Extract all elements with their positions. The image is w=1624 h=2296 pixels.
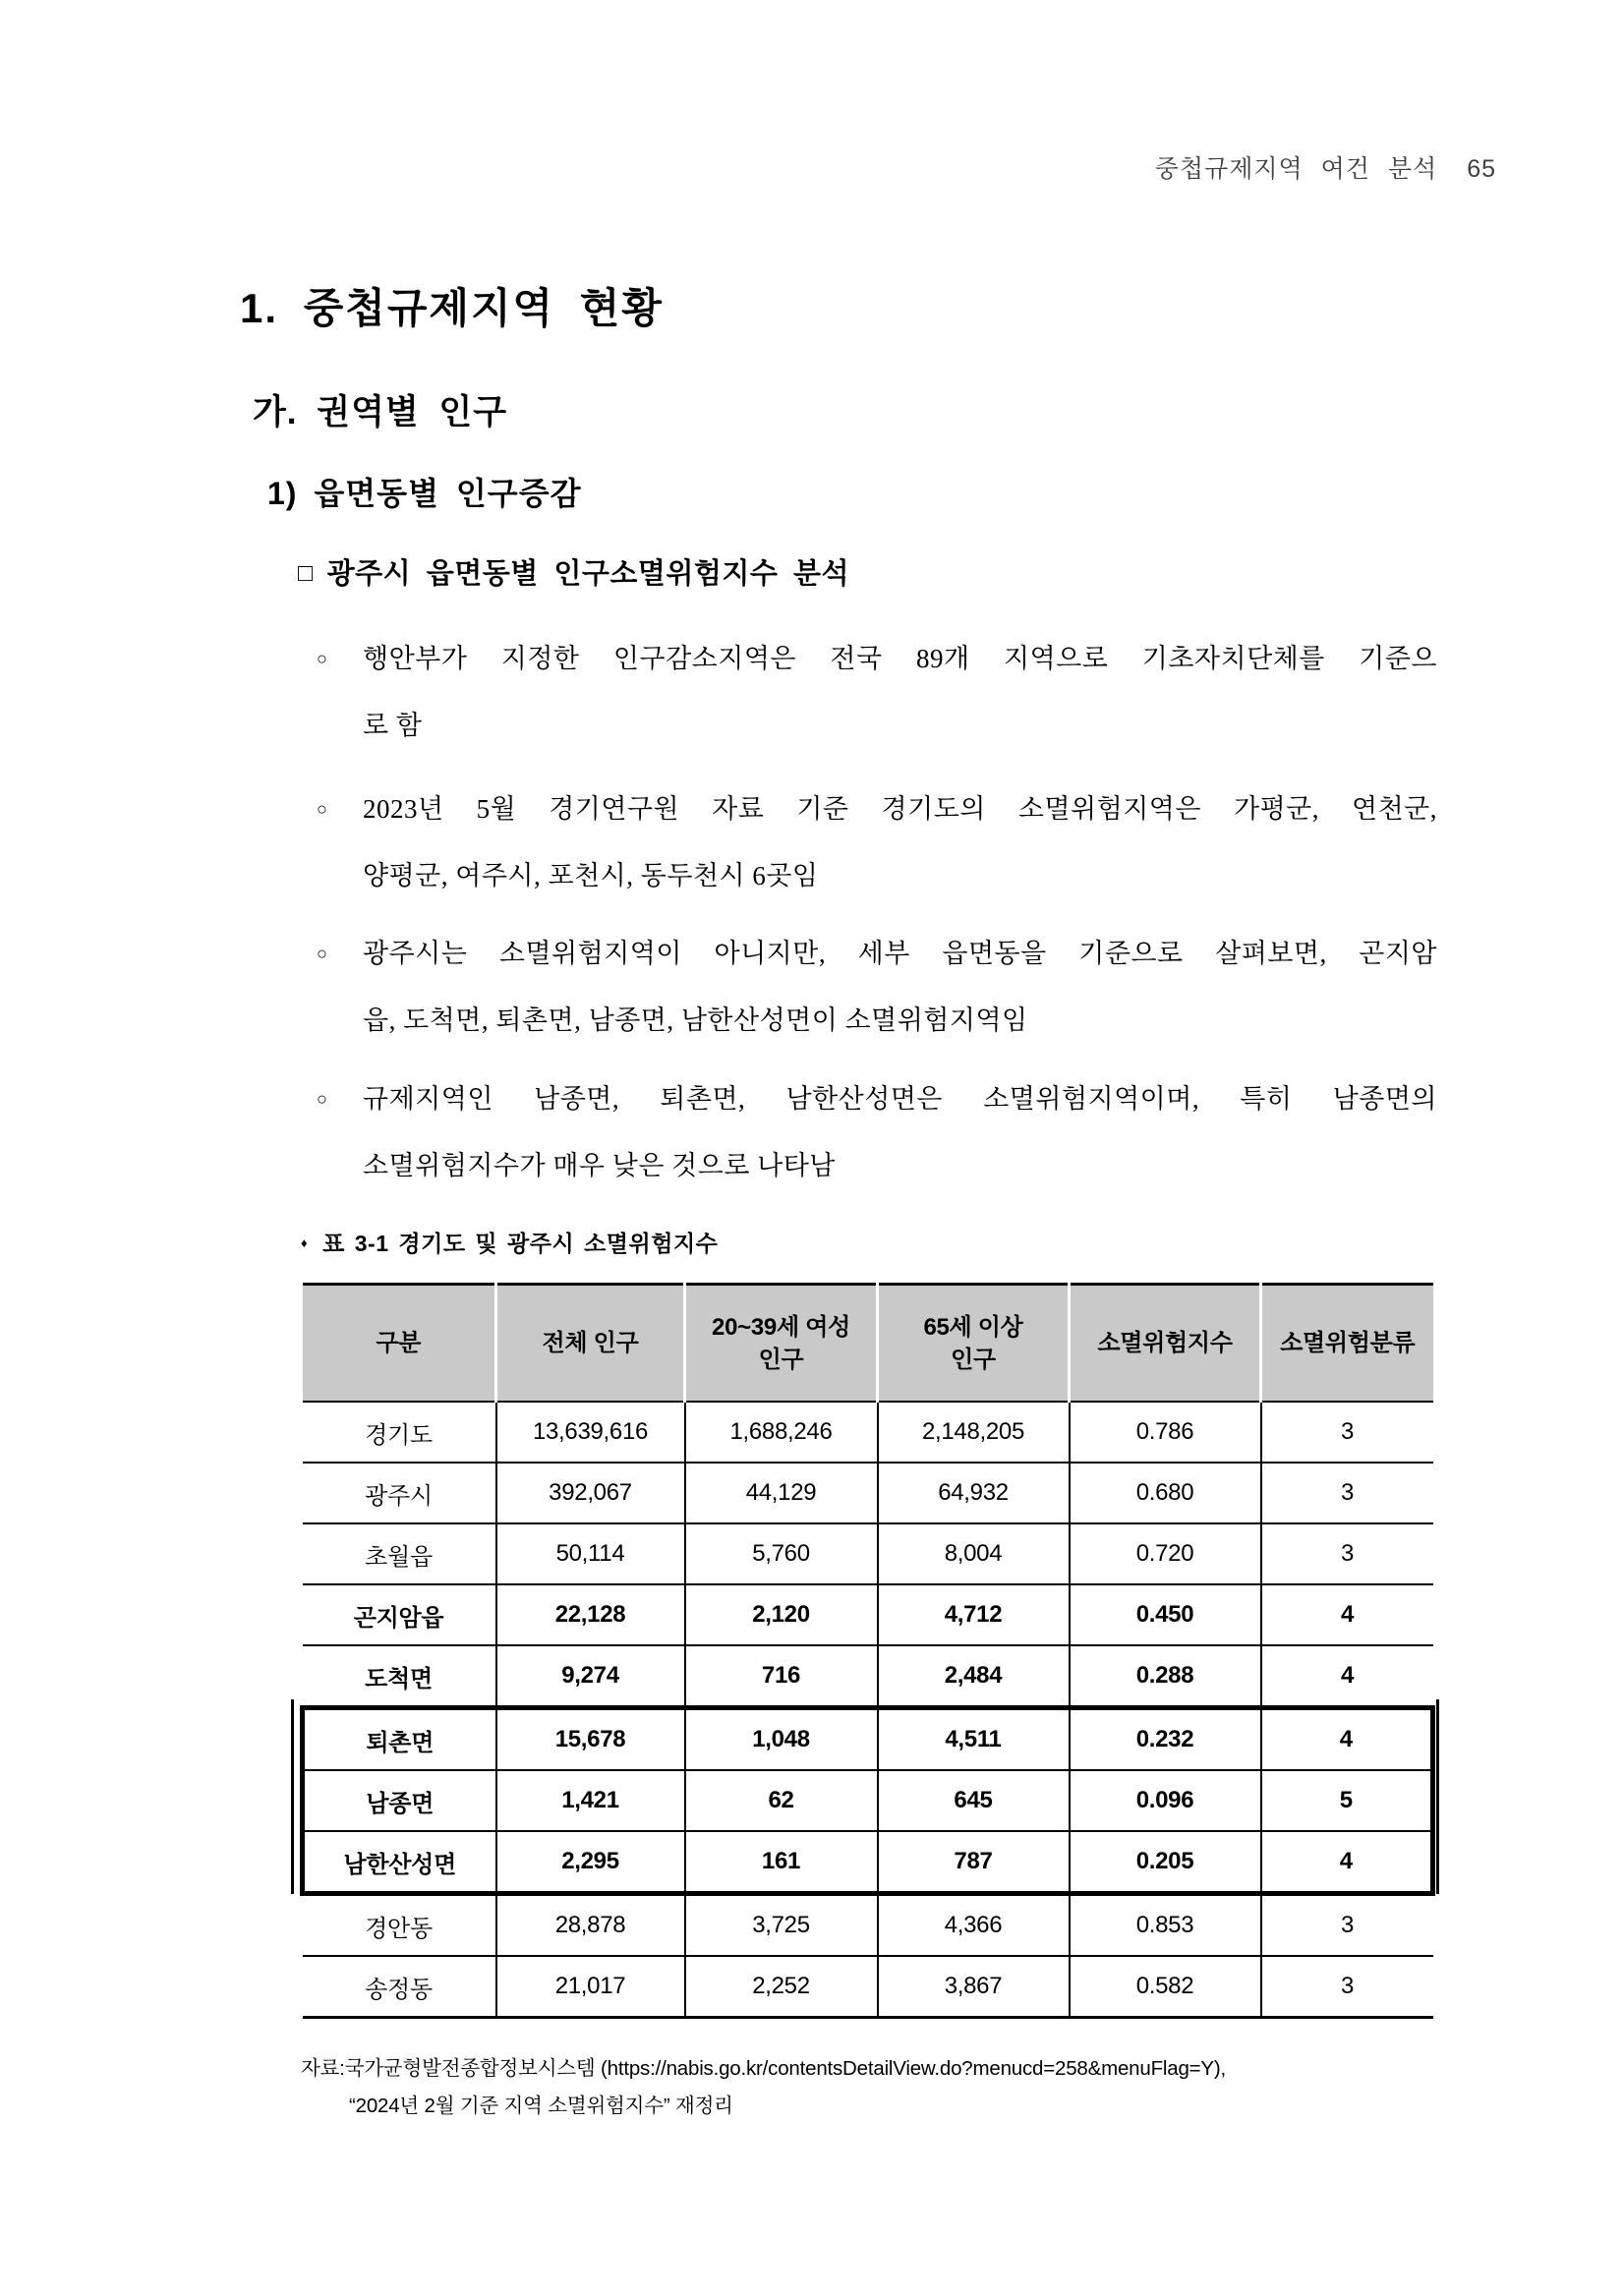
value-cell: 3 [1261,1523,1433,1584]
col-header-over-65: 65세 이상 인구 [878,1285,1070,1403]
value-cell: 716 [685,1645,878,1708]
value-cell: 2,120 [685,1584,878,1645]
value-cell: 5,760 [685,1523,878,1584]
value-cell: 0.786 [1070,1402,1261,1463]
section-title: 가. 권역별 인구 [253,393,508,431]
value-cell: 0.720 [1070,1523,1261,1584]
bullet-line: 광주시는 소멸위험지역이 아니지만, 세부 읍면동을 기준으로 살펴보면, 곤지암 [363,939,1437,968]
region-name-cell: 광주시 [303,1463,496,1523]
value-cell: 64,932 [878,1463,1070,1523]
subsection-title: 1) 읍면동별 인구증감 [267,476,582,511]
value-cell: 3 [1261,1402,1433,1463]
running-head-title: 중첩규제지역 여건 분석 [1154,155,1438,183]
highlight-box-outer-line [291,1699,294,1894]
table-row-highlighted [303,1831,1433,1894]
value-cell: 0.853 [1070,1894,1261,1957]
circle-bullet-icon: ○ [317,799,328,819]
highlight-box-outer-line [1436,1699,1439,1894]
bullet-line: 양평군, 여주시, 포천시, 동두천시 6곳임 [363,861,819,890]
value-cell: 3,867 [878,1956,1070,2018]
value-cell: 62 [685,1770,878,1831]
table-row [303,1402,1433,1463]
circle-bullet-icon: ○ [317,944,328,963]
value-cell: 2,252 [685,1956,878,2018]
value-cell: 4 [1261,1708,1433,1771]
region-name-cell: 송정동 [303,1956,496,2018]
bullet-line: 규제지역인 남종면, 퇴촌면, 남한산성면은 소멸위험지역이며, 특히 남종면의 [363,1084,1437,1114]
bullet-line: 읍, 도척면, 퇴촌면, 남종면, 남한산성면이 소멸위험지역임 [363,1005,1028,1035]
table-row [303,1523,1433,1584]
bullet-paragraph [317,1065,1437,1199]
topic-heading [298,551,849,592]
region-name-cell: 초월읍 [303,1523,496,1584]
value-cell: 21,017 [496,1956,685,2018]
region-name-cell: 도척면 [303,1645,496,1708]
region-name-cell: 경안동 [303,1894,496,1957]
value-cell: 28,878 [496,1894,685,1957]
region-name-cell: 퇴촌면 [303,1708,496,1771]
table-row [303,1956,1433,2018]
diamond-bullet-icon: ♦ [301,1235,309,1250]
value-cell: 4 [1261,1831,1433,1894]
value-cell: 4 [1261,1645,1433,1708]
value-cell: 392,067 [496,1463,685,1523]
region-name-cell: 곤지암읍 [303,1584,496,1645]
source-note [301,2050,1226,2125]
table-row [303,1894,1433,1957]
bullet-line: 2023년 5월 경기연구원 자료 기준 경기도의 소멸위험지역은 가평군, 연천군, [363,794,1437,824]
bullet-line: 로 함 [363,711,423,740]
bullet-line: 행안부가 지정한 인구감소지역은 전국 89개 지역으로 기초자치단체를 기준으 [363,644,1437,673]
col-header-female-20-39: 20~39세 여성 인구 [685,1285,878,1403]
bullet-paragraph [317,625,1437,759]
risk-index-table-wrap [300,1283,1430,2019]
risk-index-table [300,1283,1435,2019]
value-cell: 0.288 [1070,1645,1261,1708]
table-row-highlighted [303,1770,1433,1831]
value-cell: 2,295 [496,1831,685,1894]
value-cell: 2,148,205 [878,1402,1070,1463]
value-cell: 645 [878,1770,1070,1831]
circle-bullet-icon: ○ [317,649,328,668]
value-cell: 4,712 [878,1584,1070,1645]
value-cell: 0.096 [1070,1770,1261,1831]
source-line: 자료:국가균형발전종합정보시스템 (https://nabis.go.kr/contentsDetailView.do?menucd=258&menuFlag=Y), [301,2057,1227,2080]
table-row [303,1463,1433,1523]
value-cell: 4 [1261,1584,1433,1645]
col-header-total-pop: 전체 인구 [496,1285,685,1403]
value-cell: 13,639,616 [496,1402,685,1463]
region-name-cell: 경기도 [303,1402,496,1463]
circle-bullet-icon: ○ [317,1089,328,1109]
table-row [303,1645,1433,1708]
bullet-paragraph [317,920,1437,1054]
table-caption [301,1226,718,1258]
table-caption-label: 표 3-1 경기도 및 광주시 소멸위험지수 [322,1231,719,1256]
col-header-category: 구분 [303,1285,496,1403]
value-cell: 1,048 [685,1708,878,1771]
value-cell: 44,129 [685,1463,878,1523]
value-cell: 22,128 [496,1584,685,1645]
value-cell: 0.582 [1070,1956,1261,2018]
running-head [934,149,1496,185]
value-cell: 15,678 [496,1708,685,1771]
col-header-risk-class: 소멸위험분류 [1261,1285,1433,1403]
value-cell: 8,004 [878,1523,1070,1584]
bullet-line: 소멸위험지수가 매우 낮은 것으로 나타남 [363,1151,836,1180]
table-row [303,1584,1433,1645]
table-row-highlighted [303,1708,1433,1771]
page-number: 65 [1467,155,1496,183]
value-cell: 5 [1261,1770,1433,1831]
value-cell: 4,366 [878,1894,1070,1957]
col-header-risk-index: 소멸위험지수 [1070,1285,1261,1403]
value-cell: 3,725 [685,1894,878,1957]
value-cell: 4,511 [878,1708,1070,1771]
value-cell: 1,688,246 [685,1402,878,1463]
bullet-paragraph [317,775,1437,909]
value-cell: 0.450 [1070,1584,1261,1645]
value-cell: 0.205 [1070,1831,1261,1894]
value-cell: 50,114 [496,1523,685,1584]
value-cell: 0.680 [1070,1463,1261,1523]
value-cell: 2,484 [878,1645,1070,1708]
region-name-cell: 남한산성면 [303,1831,496,1894]
value-cell: 3 [1261,1894,1433,1957]
region-name-cell: 남종면 [303,1770,496,1831]
square-bullet-icon: □ [298,559,314,587]
chapter-title: 1. 중첩규제지역 현황 [240,285,664,331]
value-cell: 9,274 [496,1645,685,1708]
value-cell: 161 [685,1831,878,1894]
table-header-row [303,1285,1433,1403]
value-cell: 1,421 [496,1770,685,1831]
value-cell: 3 [1261,1956,1433,2018]
topic-heading-label: 광주시 읍면동별 인구소멸위험지수 분석 [326,558,850,590]
value-cell: 3 [1261,1463,1433,1523]
value-cell: 0.232 [1070,1708,1261,1771]
source-line: “2024년 2월 기준 지역 소멸위험지수” 재정리 [349,2095,733,2117]
value-cell: 787 [878,1831,1070,1894]
